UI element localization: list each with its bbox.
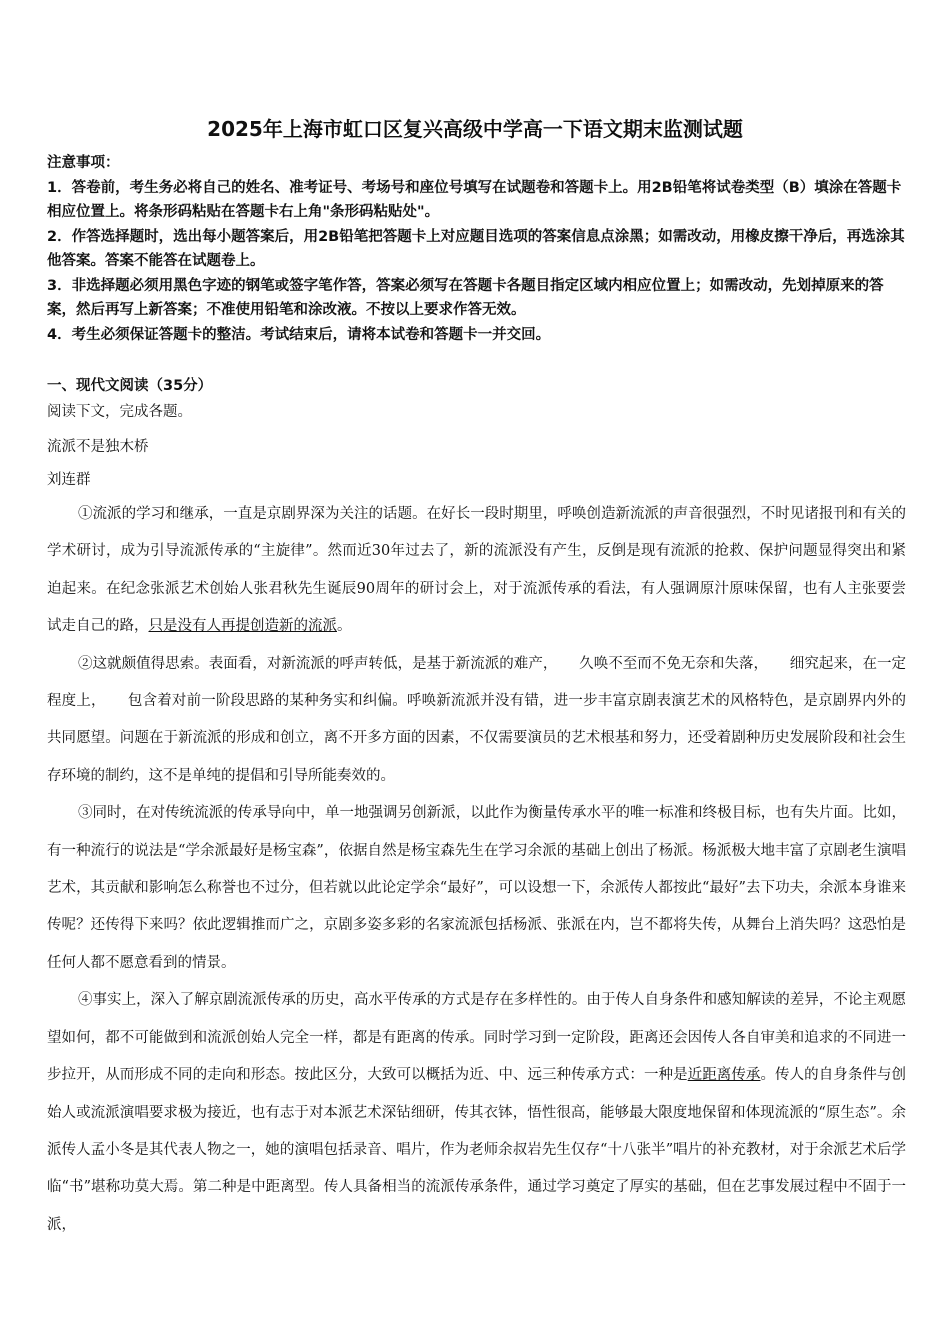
paragraph-2: ②这就颇值得思索。表面看，对新流派的呼声转低，是基于新流派的难产， 久唤不至而不免无奈和失落， 细究起来，在一定程度上， 包含着对前一阶段思路的某种务实和纠偏。呼唤新流派并没有错，进一步丰富京剧表演艺术的风格特色，是京剧界内外的共同愿望。问题在于新流派的形成和创立，离不开多方面的因素，不仅需要演员的艺术根基和努力，还受着剧种历史发展阶段和社会生存环境的制约，这不是单纯的提倡和引导所能奏效的。 — [47, 655, 906, 784]
page-title: 2025年上海市虹口区复兴高级中学高一下语文期末监测试题 — [207, 117, 743, 141]
notice-item-1: 1．答卷前，考生务必将自己的姓名、准考证号、考场号和座位号填写在试题卷和答题卡上。用2B铅笔将试卷类型（B）填涂在答题卡相应位置上。将条形码粘贴在答题卡右上角"条形码粘贴处"。 — [47, 179, 902, 220]
paragraph-1-end: 。 — [337, 618, 352, 635]
notice-item-3: 3．非选择题必须用黑色字迹的钢笔或签字笔作答，答案必须写在答题卡各题目指定区域内相应位置上；如需改动，先划掉原来的答案，然后再写上新答案；不准使用铅笔和涂改液。不按以上要求作答无效。 — [47, 277, 884, 318]
notice-block — [47, 151, 909, 347]
reading-instruction: 阅读下文，完成各题。 — [47, 404, 192, 420]
notice-heading: 注意事项： — [47, 155, 120, 171]
article-author: 刘连群 — [47, 472, 91, 488]
paragraph-3: ③同时，在对传统流派的传承导向中，单一地强调另创新派，以此作为衡量传承水平的唯一标准和终极目标，也有失片面。比如，有一种流行的说法是“学余派最好是杨宝森”，依据自然是杨宝森先生在学习余派的基础上创出了杨派。杨派极大地丰富了京剧老生演唱艺术，其贡献和影响怎么称誉也不过分，但若就以此论定学余“最好”，可以设想一下，余派传人都按此“最好”去下功夫，余派本身谁来传呢？还传得下来吗？依此逻辑推而广之，京剧多姿多彩的名家流派包括杨派、张派在内，岂不都将失传，从舞台上消失吗？这恐怕是任何人都不愿意看到的情景。 — [47, 805, 906, 971]
paragraph-4-text: ④事实上，深入了解京剧流派传承的历史，高水平传承的方式是存在多样性的。由于传人自身条件和感知解读的差异，不论主观愿望如何，都不可能做到和流派创始人完全一样，都是有距离的传承。同时学习到一定阶段，距离还会因传人各自审美和追求的不同进一步拉开，从而形成不同的走向和形态。按此区分，大致可以概括为近、中、远三种传承方式：一种是 — [47, 992, 906, 1084]
paragraph-4 — [47, 982, 906, 1244]
article-title: 流派不是独木桥 — [47, 439, 149, 455]
paragraph-1-text: ①流派的学习和继承，一直是京剧界深为关注的话题。在好长一段时期里，呼唤创造新流派的声音很强烈，不时见诸报刊和有关的学术研讨，成为引导流派传承的“主旋律”。然而近30年过去了，新的流派没有产生，反倒是现有流派的抢救、保护问题显得突出和紧迫起来。在纪念张派艺术创始人张君秋先生诞辰90周年的研讨会上，对于流派传承的看法，有人强调原汁原味保留，也有人主张要尝试走自己的路， — [47, 506, 906, 635]
paragraph-1 — [47, 496, 906, 646]
paragraph-4-rest: 。传人的自身条件与创始人或流派演唱要求极为接近，也有志于对本派艺术深钻细研，传其衣钵，悟性很高，能够最大限度地保留和体现流派的“原生态”。余派传人孟小冬是其代表人物之一，她的演唱包括录音、唱片，作为老师余叔岩先生仅存“十八张半”唱片的补充教材，对于余派艺术后学临“书”堪称功莫大焉。第二种是中距离型。传人具备相当的流派传承条件，通过学习奠定了厚实的基础，但在艺事发展过程中不固于一派， — [47, 1067, 907, 1233]
underlined-phrase-1: 只是没有人再提创造新的流派 — [148, 618, 337, 635]
underlined-phrase-2: 近距离传承 — [687, 1067, 761, 1084]
notice-item-2: 2．作答选择题时，选出每小题答案后，用2B铅笔把答题卡上对应题目选项的答案信息点涂黑；如需改动，用橡皮擦干净后，再选涂其他答案。答案不能答在试题卷上。 — [47, 228, 905, 269]
article-body — [47, 496, 906, 1244]
section-heading: 一、现代文阅读（35分） — [47, 378, 213, 394]
notice-item-4: 4．考生必须保证答题卡的整洁。考试结束后，请将本试卷和答题卡一并交回。 — [47, 326, 551, 343]
